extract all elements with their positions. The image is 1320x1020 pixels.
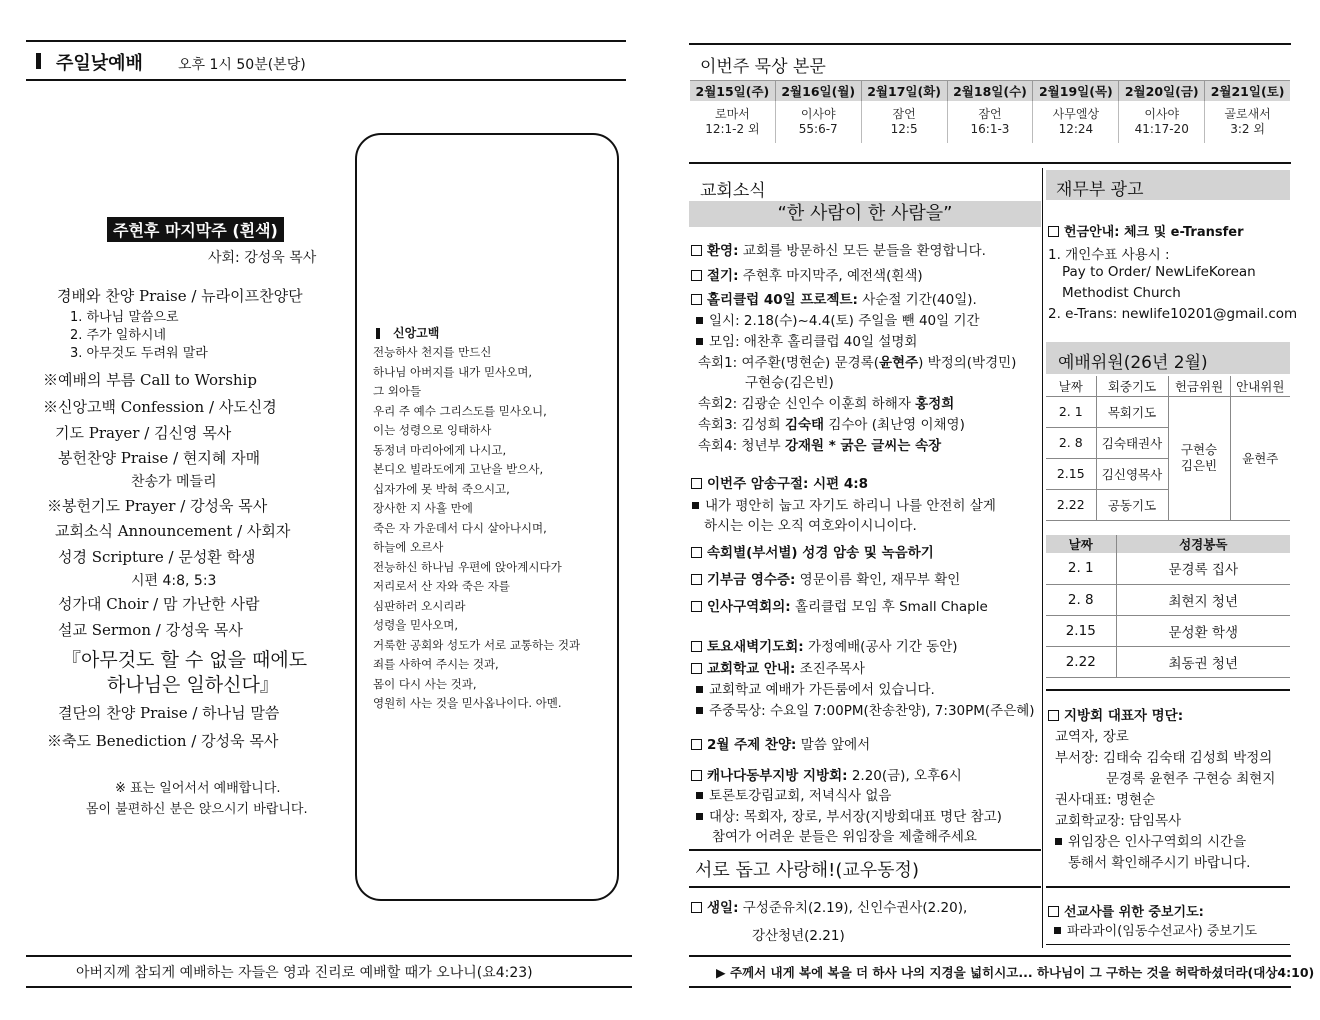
meditation-title: 이번주 묵상 본문 (700, 57, 826, 77)
creed-title: 신앙고백 (393, 326, 440, 340)
creed-box (355, 133, 619, 901)
sermon-title-line2: 하나님은 일하신다』 (107, 674, 279, 696)
offering-line1: 1. 개인수표 사용시 : (1048, 247, 1170, 263)
rep-line7: 통해서 확인해주시기 바랍니다. (1068, 855, 1251, 871)
service-time: 오후 1시 50분(본당) (178, 57, 306, 73)
praise-song: 2. 주가 일하시네 (70, 328, 167, 343)
seated-note: 몸이 불편하신 분은 앉으시기 바랍니다. (86, 802, 308, 817)
news-birthday: 생일: 구성준유치(2.19), 신인수권사(2.20), (691, 896, 967, 916)
checkbox-icon (691, 641, 702, 652)
header-rule (26, 79, 626, 81)
schedule-date: 2월17일(화) (861, 81, 947, 101)
footer-rule-bottom (689, 986, 1291, 988)
rep-line6: 위임장은 인사구역회의 시간을 (1055, 830, 1246, 850)
order-item: ※신앙고백 Confession / 사도신경 (43, 398, 277, 416)
order-item: 기도 Prayer / 김신영 목사 (55, 424, 232, 442)
news-holy-date: 일시: 2.18(수)~4.4(토) 주일을 뺀 40일 기간 (696, 309, 980, 329)
checkbox-icon (691, 245, 702, 256)
schedule-date: 2월20일(금) (1119, 81, 1205, 101)
column-divider (1042, 168, 1043, 948)
checkbox-icon (691, 478, 702, 489)
offering-line4: 2. e-Trans: newlife10201@gmail.com (1048, 306, 1298, 322)
footer-rule-top (689, 955, 1291, 957)
offering-guide: 헌금안내: 체크 및 e-Transfer (1048, 221, 1243, 240)
checkbox-icon (691, 770, 702, 781)
news-receipt: 기부금 영수증: 영문이름 확인, 재무부 확인 (691, 568, 960, 588)
mission-rule (1046, 886, 1290, 888)
schedule-rule (689, 162, 1291, 164)
news-memory-text2: 하시는 이는 오직 여호와이시니이다. (704, 518, 917, 534)
news-season: 절기: 주현후 마지막주, 예전색(흰색) (691, 264, 923, 284)
rep-line3: 문경록 윤현주 구현승 최현지 (1106, 771, 1276, 787)
order-item: 봉헌찬양 Praise / 현지혜 자매 (58, 449, 261, 467)
creed-text: 전능하사 천지를 만드신 하나님 아버지를 내가 믿사오며, 그 외아들 우리 주 예수 그리스도를 믿사오니, 이는 성령으로 잉태하사 동정녀 마리아에게 나시고, 본디오 빌라도에게 고난을 받으사, 십자가에 못 박혀 죽으시고, 장사한 지 사흘 만에 죽은 자 가운데서 다시 살아나시며, 하늘에 오르사 전능하신 하나님 우편에 앉아계시다가 저리로서 산 자와 죽은 자를 심판하러 오시리라 성령을 믿사오며, 거룩한 공회와 성도가 서로 교통하는 것과 죄를 사하여 주시는 것과, 몸이 다시 사는 것과, 영원히 사는 것을 믿사옵나이다. 아멘. (373, 345, 581, 710)
rep-line2: 부서장: 김태숙 김숙태 김성희 박정의 (1055, 750, 1273, 766)
offering-line2: Pay to Order/ NewLifeKorean (1062, 264, 1256, 280)
schedule-passage: 이사야 41:17-20 (1119, 101, 1205, 143)
finance-title: 재무부 광고 (1056, 180, 1144, 200)
bullet-icon (1055, 838, 1062, 845)
bullet-icon (696, 317, 703, 324)
top-rule (689, 43, 1291, 45)
theme-banner: “한 사람이 한 사람을” (689, 201, 1041, 227)
news-dawn-prayer: 토요새벽기도회: 가정예배(공사 기간 동안) (691, 635, 958, 655)
rep-title: 지방회 대표자 명단: (1048, 704, 1183, 724)
order-item: ※봉헌기도 Prayer / 강성욱 목사 (47, 497, 268, 515)
scripture-reading-table: 날짜 성경봉독 2. 1 문경록 집사 2. 8 최현지 청년 2.15 문성환 학생 2.22 최동권 청년 (1046, 535, 1290, 678)
news-holy-meeting: 모임: 애찬후 홀리클럽 40일 설명회 (696, 330, 917, 350)
checkbox-icon (691, 663, 702, 674)
checkbox-icon (691, 574, 702, 585)
news-team1: 속회1: 여주환(명현순) 문경록(윤현주) 박정의(박경민) (698, 355, 1017, 371)
right-footer-verse: ▶ 주께서 내게 복에 복을 더 하사 나의 지경을 넓히시고... 하나님이 그 구하는 것을 허락하셨더라(대상4:10) (716, 965, 1315, 980)
bullet-icon (696, 813, 703, 820)
news-birthday-cont: 강산청년(2.21) (752, 928, 845, 944)
news-team2: 속회2: 김광순 신인수 이훈희 하해자 홍정희 (698, 396, 955, 412)
meditation-schedule (690, 80, 1290, 143)
rep-rule (1046, 689, 1290, 691)
news-team3: 속회3: 김성희 김숙태 김수아 (최난영 이채영) (698, 417, 965, 433)
schedule-passage: 잠언 12:5 (861, 101, 947, 143)
care-rule-bottom (689, 886, 1041, 888)
checkbox-icon (691, 547, 702, 558)
order-item: ※축도 Benediction / 강성욱 목사 (47, 732, 279, 750)
order-item: 결단의 찬양 Praise / 하나님 말씀 (58, 704, 280, 722)
schedule-date: 2월18일(수) (947, 81, 1033, 101)
schedule-passage: 이사야 55:6-7 (775, 101, 861, 143)
praise-song-list (70, 309, 208, 363)
sermon-title-line1: 『아무것도 할 수 없을 때에도 (62, 649, 308, 671)
news-district-b1: 토론토강림교회, 저녁식사 없음 (696, 784, 891, 804)
mission-text: 파라과이(임동수선교사) 중보기도 (1054, 920, 1257, 939)
news-holy-club: 홀리클럽 40일 프로젝트: 사순절 기간(40일). (691, 288, 977, 308)
offering-line3: Methodist Church (1062, 285, 1181, 301)
left-footer-verse: 아버지께 참되게 예배하는 자들은 영과 진리로 예배할 때가 오나니(요4:23) (76, 965, 533, 981)
order-item: 교회소식 Announcement / 사회자 (55, 522, 291, 540)
schedule-passage: 골로새서 3:2 외 (1205, 101, 1290, 143)
schedule-date: 2월15일(주) (690, 81, 775, 101)
bullet-icon (1054, 927, 1061, 934)
news-team4: 속회4: 청년부 강재원 * 굵은 글씨는 속장 (698, 438, 942, 454)
bullet-icon (692, 502, 699, 509)
mission-rule-bottom (1046, 944, 1290, 945)
news-hymn: 2월 주제 찬양: 말씀 앞에서 (691, 733, 870, 753)
bullet-icon (696, 338, 703, 345)
creed-marker (376, 328, 380, 339)
top-rule (26, 40, 626, 42)
checkbox-icon (1048, 226, 1059, 237)
checkbox-icon (691, 902, 702, 913)
rep-line4: 권사대표: 명현순 (1055, 792, 1156, 808)
news-district: 캐나다동부지방 지방회: 2.20(금), 오후6시 (691, 764, 962, 784)
schedule-passage: 잠언 16:1-3 (947, 101, 1033, 143)
schedule-date: 2월19일(목) (1033, 81, 1119, 101)
news-team1-cont: 구현승(김은빈) (745, 375, 834, 391)
checkbox-icon (691, 270, 702, 281)
footer-rule-bottom (26, 986, 632, 988)
news-welcome: 환영: 교회를 방문하신 모든 분들을 환영합니다. (691, 239, 986, 259)
rep-line1: 교역자, 장로 (1055, 729, 1129, 745)
footer-rule-top (26, 955, 632, 957)
news-council: 인사구역회의: 홀리클럽 모임 후 Small Chaple (691, 595, 988, 615)
order-item: 성경 Scripture / 문성환 학생 (58, 548, 256, 566)
praise-song: 1. 하나님 말씀으로 (70, 310, 179, 325)
news-school: 교회학교 안내: 조진주목사 (691, 657, 865, 677)
news-school-b1: 교회학교 예배가 가든룸에서 있습니다. (696, 678, 935, 698)
care-rule-top (689, 849, 1041, 851)
checkbox-icon (691, 294, 702, 305)
news-school-b2: 주중묵상: 수요일 7:00PM(찬송찬양), 7:30PM(주은혜) (696, 699, 1035, 719)
header-marker (36, 53, 41, 69)
news-memory-text1: 내가 평안히 눕고 자기도 하리니 나를 안전히 살게 (692, 494, 996, 514)
service-title: 주일낮예배 (56, 53, 143, 74)
schedule-date: 2월16일(월) (775, 81, 861, 101)
news-district-b2: 대상: 목회자, 장로, 부서장(지방회대표 명단 참고) (696, 805, 1002, 825)
schedule-passage: 사무엘상 12:24 (1033, 101, 1119, 143)
order-item: 성가대 Choir / 맘 가난한 사람 (58, 595, 260, 613)
rep-line5: 교회학교장: 담임목사 (1055, 813, 1182, 829)
offering-song-sub: 찬송가 메들리 (131, 474, 217, 490)
care-title: 서로 돕고 사랑해!(교우동정) (695, 860, 919, 881)
day-title: 주현후 마지막주 (흰색) (107, 217, 284, 242)
bullet-icon (696, 792, 703, 799)
news-recite: 속회별(부서별) 성경 암송 및 녹음하기 (691, 541, 934, 561)
mission-title: 선교사를 위한 중보기도: (1048, 901, 1204, 920)
news-memory-verse: 이번주 암송구절: 시편 4:8 (691, 472, 868, 492)
news-title: 교회소식 (700, 181, 766, 201)
schedule-passage: 로마서 12:1-2 외 (705, 106, 760, 136)
checkbox-icon (1048, 906, 1059, 917)
scripture-ref: 시편 4:8, 5:3 (131, 573, 217, 589)
bullet-icon (696, 707, 703, 714)
duty-title: 예배위원(26년 2월) (1058, 353, 1208, 373)
bullet-icon (696, 686, 703, 693)
news-district-b3: 참여가 어려운 분들은 위임장을 제출해주세요 (712, 829, 977, 845)
checkbox-icon (691, 739, 702, 750)
checkbox-icon (691, 601, 702, 612)
praise-song: 3. 아무것도 두려워 말라 (70, 346, 208, 361)
order-item: 설교 Sermon / 강성욱 목사 (58, 621, 243, 639)
presider: 사회: 강성욱 목사 (208, 250, 317, 266)
order-item: ※예배의 부름 Call to Worship (43, 371, 257, 389)
schedule-date: 2월21일(토) (1205, 81, 1290, 101)
standing-note: ※ 표는 일어서서 예배합니다. (115, 781, 281, 796)
order-item: 경배와 찬양 Praise / 뉴라이프찬양단 (57, 287, 303, 305)
checkbox-icon (1048, 710, 1059, 721)
duty-table: 날짜 회중기도 헌금위원 안내위원 2. 1 목회기도 구현승 김은빈 윤현주 2. 8 김숙태권사 2.15 김신영목사 2.22 공동기도 (1046, 376, 1290, 521)
